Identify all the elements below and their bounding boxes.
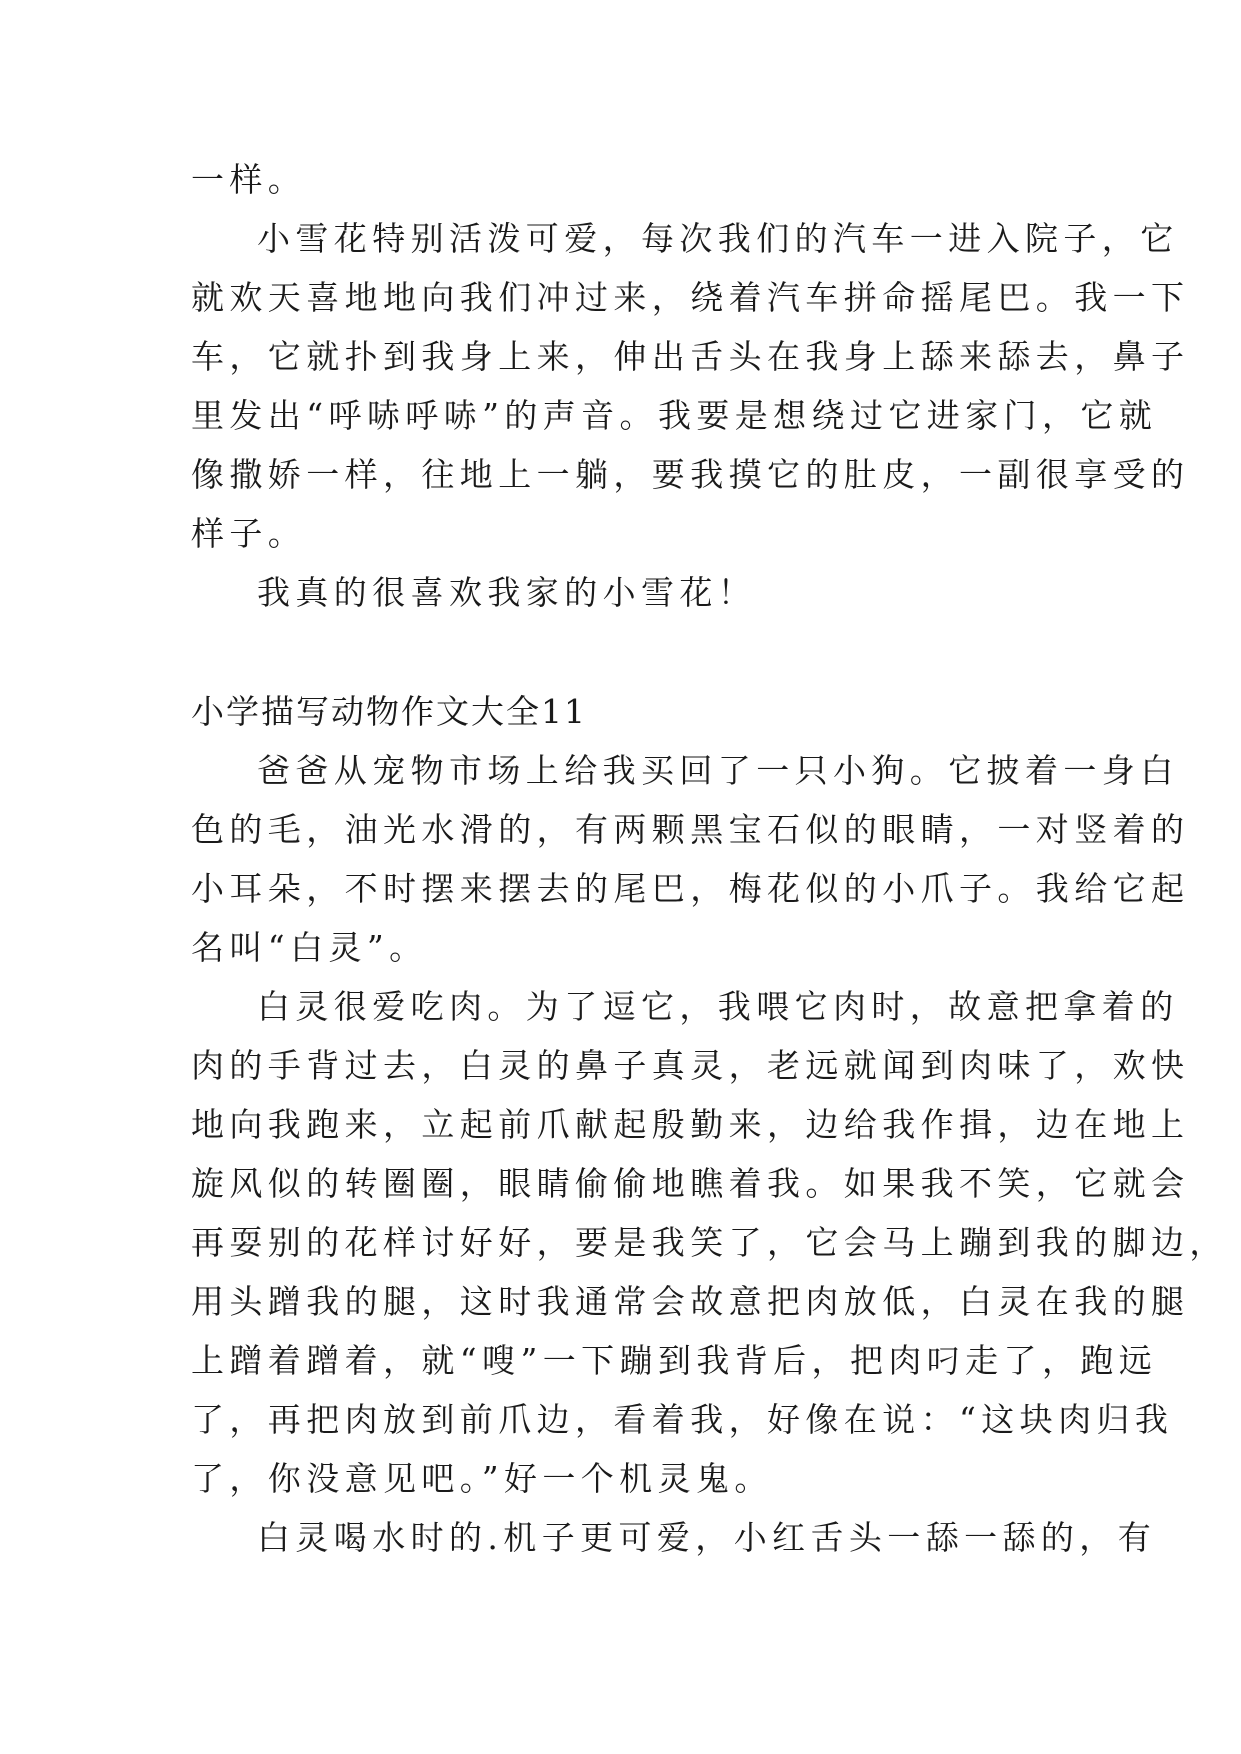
text-line: 了，再把肉放到前爪边，看着我，好像在说：“这块肉归我 [191,1400,1174,1439]
text-line: 像撒娇一样，往地上一躺，要我摸它的肚皮，一副很享受的 [191,455,1190,494]
section-title: 小学描写动物作文大全11 [191,692,587,731]
text-line: 小耳朵，不时摆来摆去的尾巴，梅花似的小爪子。我给它起 [191,869,1190,908]
text-line: 用头蹭我的腿，这时我通常会故意把肉放低，白灵在我的腿 [191,1282,1190,1321]
text-line: 名叫“白灵”。 [191,928,428,967]
text-line: 一样。 [191,160,307,199]
text-line: 旋风似的转圈圈，眼睛偷偷地瞧着我。如果我不笑，它就会 [191,1164,1190,1203]
paragraph-first-line: 白灵喝水时的.机子更可爱，小红舌头一舔一舔的，有 [257,1518,1157,1557]
text-line: 样子。 [191,514,307,553]
text-line: 里发出“呼哧呼哧”的声音。我要是想绕过它进家门，它就 [191,396,1158,435]
text-line: 了，你没意见吧。”好一个机灵鬼。 [191,1459,773,1498]
text-line: 车，它就扑到我身上来，伸出舌头在我身上舔来舔去，鼻子 [191,337,1190,376]
text-line: 上蹭着蹭着，就“嗖”一下蹦到我背后，把肉叼走了，跑远 [191,1341,1158,1380]
text-line: 肉的手背过去，白灵的鼻子真灵，老远就闻到肉味了，欢快 [191,1046,1190,1085]
paragraph-first-line: 白灵很爱吃肉。为了逗它，我喂它肉时，故意把拿着的 [257,987,1179,1026]
text-line: 再耍别的花样讨好好，要是我笑了，它会马上蹦到我的脚边， [191,1223,1228,1262]
paragraph-first-line: 爸爸从宠物市场上给我买回了一只小狗。它披着一身白 [257,751,1179,790]
paragraph-first-line: 小雪花特别活泼可爱，每次我们的汽车一进入院子，它 [257,219,1179,258]
text-line: 就欢天喜地地向我们冲过来，绕着汽车拼命摇尾巴。我一下 [191,278,1190,317]
text-line: 色的毛，油光水滑的，有两颗黑宝石似的眼睛，一对竖着的 [191,810,1190,849]
paragraph-first-line: 我真的很喜欢我家的小雪花！ [257,573,757,612]
text-line: 地向我跑来，立起前爪献起殷勤来，边给我作揖，边在地上 [191,1105,1190,1144]
